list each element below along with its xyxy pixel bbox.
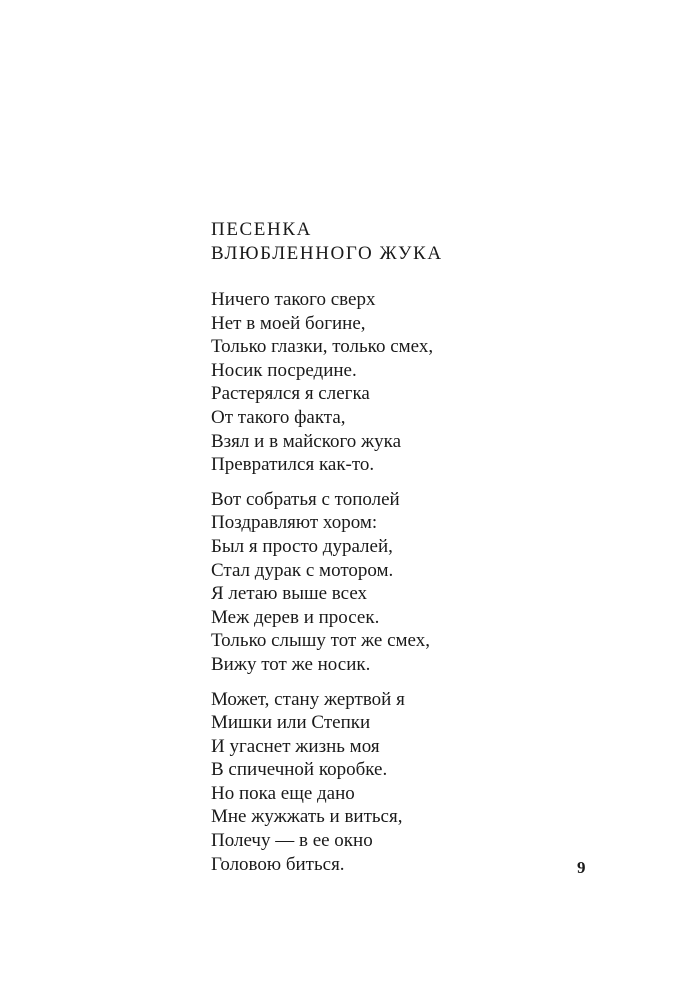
poem-line: Я летаю выше всех (211, 583, 368, 605)
poem-line: Носик посредине. (211, 359, 357, 381)
stanza-2 (211, 488, 551, 677)
poem-line: От такого факта, (211, 406, 346, 428)
poem-line: Растерялся я слегка (211, 383, 370, 405)
poem-line: Меж дерев и просек. (211, 606, 380, 628)
poem-line: Нет в моей богине, (211, 312, 366, 334)
poem-line: Стал дурак с мотором. (211, 559, 394, 581)
poem-line: Головою биться. (211, 853, 345, 875)
poem-line: Вижу тот же носик. (211, 653, 371, 675)
poem-line: Только слышу тот же смех, (211, 630, 430, 652)
poem-line: Мишки или Степки (211, 712, 371, 734)
poem-body (211, 288, 551, 887)
poem-line: Но пока еще дано (211, 782, 355, 804)
poem-line: Взял и в майского жука (211, 430, 402, 452)
poem-title (211, 218, 443, 266)
poem-line: Может, стану жертвой я (211, 688, 405, 710)
poem-line: Поздравляют хором: (211, 512, 378, 534)
poem-title-line-2: ВЛЮБЛЕННОГО ЖУКА (211, 243, 443, 264)
poem-line: Ничего такого сверх (211, 289, 376, 310)
stanza-1 (211, 288, 551, 477)
poem-line: Вот собратья с тополей (211, 488, 400, 510)
poem-line: Только глазки, только смех, (211, 336, 434, 358)
poem-line: В спичечной коробке. (211, 759, 388, 781)
poem-line: Был я просто дуралей, (211, 535, 393, 557)
poem-line: Полечу — в ее окно (211, 830, 373, 852)
poem-line: Мне жужжать и виться, (211, 806, 403, 828)
stanza-3 (211, 688, 551, 877)
page-number: 9 (577, 858, 586, 877)
poem-line: И угаснет жизнь моя (211, 735, 380, 757)
poem-line: Превратился как-то. (211, 454, 375, 476)
poem-title-line-1: ПЕСЕНКА (211, 219, 312, 240)
